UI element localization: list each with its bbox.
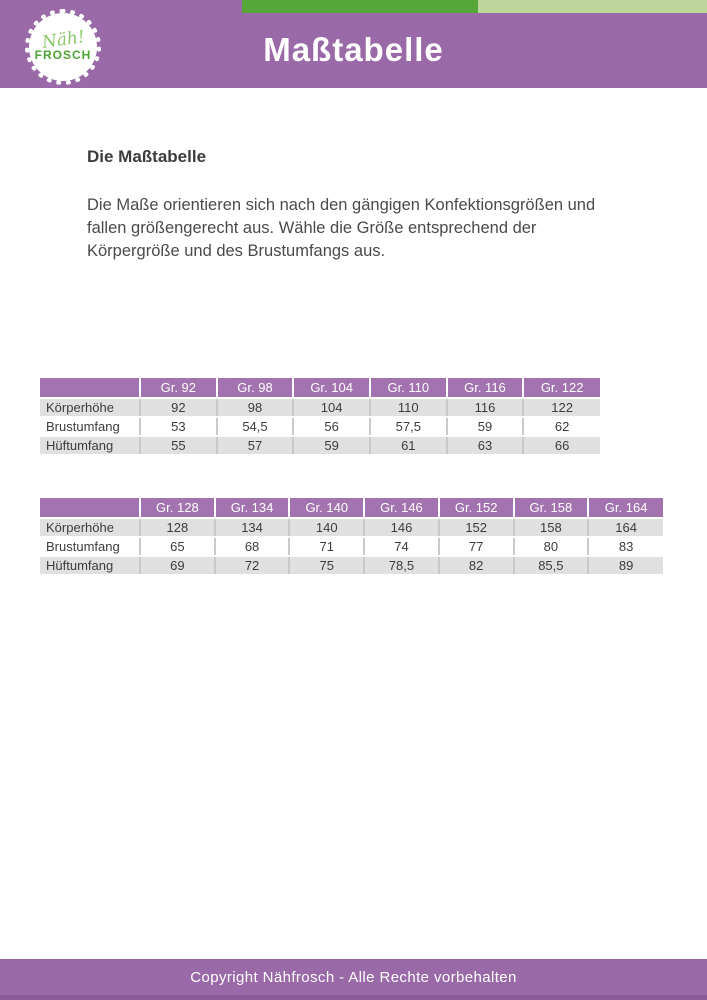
page-title: Maßtabelle: [263, 31, 444, 68]
value-cell: 128: [140, 518, 215, 537]
footer-bar: [0, 959, 707, 1000]
corner-cell: [40, 378, 140, 398]
value-cell: 83: [588, 537, 663, 556]
value-cell: 57: [217, 436, 294, 455]
value-cell: 78,5: [364, 556, 439, 575]
value-cell: 55: [140, 436, 217, 455]
size-table-1-container: [40, 378, 600, 456]
top-strip-light-green: [478, 0, 707, 13]
value-cell: 65: [140, 537, 215, 556]
row-label: Brustumfang: [40, 417, 140, 436]
corner-cell: [40, 498, 140, 518]
value-cell: 116: [447, 398, 524, 417]
size-table: [40, 378, 600, 456]
measurement-row: [40, 556, 663, 575]
logo-script-text: Näh!: [40, 26, 86, 53]
size-column-header: Gr. 92: [140, 378, 217, 398]
row-label: Brustumfang: [40, 537, 140, 556]
value-cell: 66: [523, 436, 600, 455]
value-cell: 62: [523, 417, 600, 436]
value-cell: 74: [364, 537, 439, 556]
value-cell: 85,5: [514, 556, 589, 575]
value-cell: 59: [293, 436, 370, 455]
brand-logo: [29, 13, 97, 81]
size-column-header: Gr. 140: [289, 498, 364, 518]
value-cell: 140: [289, 518, 364, 537]
row-label: Hüftumfang: [40, 556, 140, 575]
section-heading: Die Maßtabelle: [87, 147, 207, 166]
size-column-header: Gr. 116: [447, 378, 524, 398]
value-cell: 54,5: [217, 417, 294, 436]
size-column-header: Gr. 128: [140, 498, 215, 518]
measurement-row: [40, 537, 663, 556]
logo-brand-text: FROSCH: [34, 47, 92, 62]
size-table: [40, 498, 663, 576]
size-column-header: Gr. 146: [364, 498, 439, 518]
value-cell: 63: [447, 436, 524, 455]
row-label: Körperhöhe: [40, 398, 140, 417]
value-cell: 61: [370, 436, 447, 455]
row-label: Hüftumfang: [40, 436, 140, 455]
value-cell: 104: [293, 398, 370, 417]
value-cell: 98: [217, 398, 294, 417]
size-column-header: Gr. 104: [293, 378, 370, 398]
value-cell: 68: [215, 537, 290, 556]
size-column-header: Gr. 164: [588, 498, 663, 518]
measurement-row: [40, 417, 600, 436]
value-cell: 146: [364, 518, 439, 537]
size-column-header: Gr. 134: [215, 498, 290, 518]
value-cell: 53: [140, 417, 217, 436]
size-column-header: Gr. 152: [439, 498, 514, 518]
size-header-row: [40, 498, 663, 518]
measurement-row: [40, 398, 600, 417]
value-cell: 57,5: [370, 417, 447, 436]
value-cell: 69: [140, 556, 215, 575]
value-cell: 164: [588, 518, 663, 537]
top-strip-dark-green: [242, 0, 478, 13]
value-cell: 71: [289, 537, 364, 556]
row-label: Körperhöhe: [40, 518, 140, 537]
value-cell: 134: [215, 518, 290, 537]
copyright-text: Copyright Nähfrosch - Alle Rechte vorbehalten: [190, 969, 517, 986]
size-column-header: Gr. 158: [514, 498, 589, 518]
value-cell: 122: [523, 398, 600, 417]
value-cell: 89: [588, 556, 663, 575]
value-cell: 158: [514, 518, 589, 537]
value-cell: 77: [439, 537, 514, 556]
value-cell: 92: [140, 398, 217, 417]
value-cell: 110: [370, 398, 447, 417]
value-cell: 56: [293, 417, 370, 436]
value-cell: 75: [289, 556, 364, 575]
value-cell: 80: [514, 537, 589, 556]
size-column-header: Gr. 98: [217, 378, 294, 398]
size-column-header: Gr. 122: [523, 378, 600, 398]
size-table-2-container: [40, 498, 663, 576]
measurement-row: [40, 518, 663, 537]
header-bar: [0, 0, 707, 88]
intro-paragraph: Die Maße orientieren sich nach den gängigen Konfektionsgrößen und fallen größengerecht aus. Wähle die Größe entsprechend der Körpergröße und des Brustumfangs aus.: [87, 196, 596, 260]
value-cell: 72: [215, 556, 290, 575]
value-cell: 152: [439, 518, 514, 537]
value-cell: 82: [439, 556, 514, 575]
measurement-row: [40, 436, 600, 455]
size-column-header: Gr. 110: [370, 378, 447, 398]
value-cell: 59: [447, 417, 524, 436]
size-header-row: [40, 378, 600, 398]
